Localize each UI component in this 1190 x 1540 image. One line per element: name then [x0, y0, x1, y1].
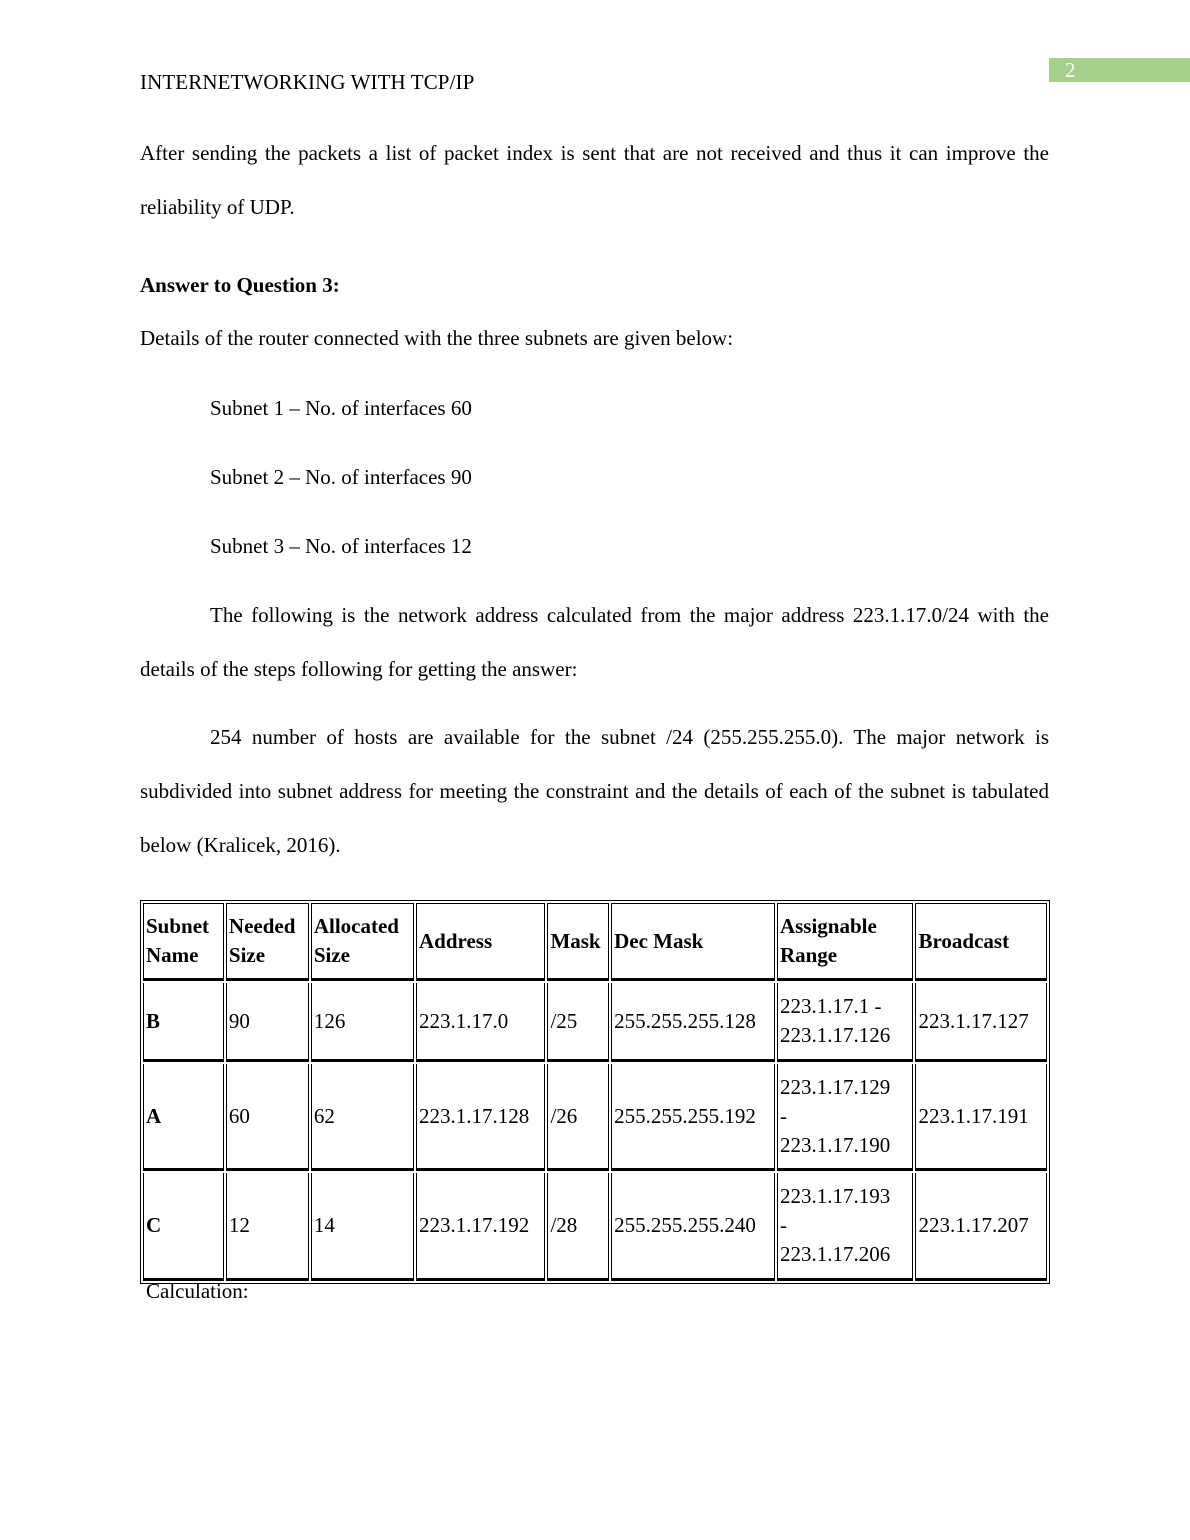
- cell-broadcast: 223.1.17.207: [915, 1173, 1047, 1281]
- cell-subnet-name: A: [143, 1064, 224, 1171]
- header-allocated-size: Allocated Size: [311, 903, 414, 981]
- table-row: [143, 1064, 1047, 1171]
- cell-allocated-size: 62: [311, 1064, 414, 1171]
- cell-dec-mask: 255.255.255.128: [611, 983, 775, 1062]
- table-header-row: [143, 903, 1047, 981]
- cell-mask: /26: [547, 1064, 609, 1171]
- header-subnet-name: Subnet Name: [143, 903, 224, 981]
- cell-needed-size: 90: [226, 983, 309, 1062]
- cell-assignable-range: 223.1.17.1 - 223.1.17.126: [777, 983, 914, 1062]
- table-row: [143, 983, 1047, 1062]
- cell-dec-mask: 255.255.255.192: [611, 1064, 775, 1171]
- cell-address: 223.1.17.128: [416, 1064, 545, 1171]
- cell-needed-size: 12: [226, 1173, 309, 1281]
- cell-broadcast: 223.1.17.191: [915, 1064, 1047, 1171]
- cell-subnet-name: C: [143, 1173, 224, 1281]
- cell-mask: /25: [547, 983, 609, 1062]
- cell-assignable-range: 223.1.17.129 - 223.1.17.190: [777, 1064, 914, 1171]
- cell-mask: /28: [547, 1173, 609, 1281]
- header-assignable-range: Assignable Range: [777, 903, 914, 981]
- running-head: INTERNETWORKING WITH TCP/IP: [140, 70, 475, 94]
- subnet-line-3: Subnet 3 – No. of interfaces 12: [210, 534, 472, 558]
- header-address: Address: [416, 903, 545, 981]
- cell-subnet-name: B: [143, 983, 224, 1062]
- header-mask: Mask: [547, 903, 609, 981]
- calculation-label: Calculation:: [146, 1279, 249, 1303]
- cell-address: 223.1.17.192: [416, 1173, 545, 1281]
- table-row: [143, 1173, 1047, 1281]
- header-broadcast: Broadcast: [915, 903, 1047, 981]
- cell-assignable-range: 223.1.17.193 - 223.1.17.206: [777, 1173, 914, 1281]
- paragraph-router: Details of the router connected with the three subnets are given below:: [140, 326, 734, 350]
- subnet-line-1: Subnet 1 – No. of interfaces 60: [210, 396, 472, 420]
- cell-needed-size: 60: [226, 1064, 309, 1171]
- cell-dec-mask: 255.255.255.240: [611, 1173, 775, 1281]
- paragraph-udp: After sending the packets a list of packet index is sent that are not received and thus it can improve the reliability of UDP.: [140, 141, 1049, 219]
- paragraph-hosts: 254 number of hosts are available for the subnet /24 (255.255.255.0). The major network is subdivided into subnet address for meeting the constraint and the details of each of the subnet is tabulated below (Kralicek, 2016).: [140, 725, 1049, 857]
- header-needed-size: Needed Size: [226, 903, 309, 981]
- subnet-line-2: Subnet 2 – No. of interfaces 90: [210, 465, 472, 489]
- page-number: 2: [1065, 58, 1076, 82]
- cell-allocated-size: 126: [311, 983, 414, 1062]
- subnet-table: [140, 900, 1050, 1284]
- paragraph-network-address: The following is the network address calculated from the major address 223.1.17.0/24 with the details of the steps following for getting the answer:: [140, 603, 1049, 681]
- page-number-bar: [1049, 58, 1190, 82]
- heading-question-3: Answer to Question 3:: [140, 273, 340, 297]
- header-dec-mask: Dec Mask: [611, 903, 775, 981]
- cell-address: 223.1.17.0: [416, 983, 545, 1062]
- cell-broadcast: 223.1.17.127: [915, 983, 1047, 1062]
- cell-allocated-size: 14: [311, 1173, 414, 1281]
